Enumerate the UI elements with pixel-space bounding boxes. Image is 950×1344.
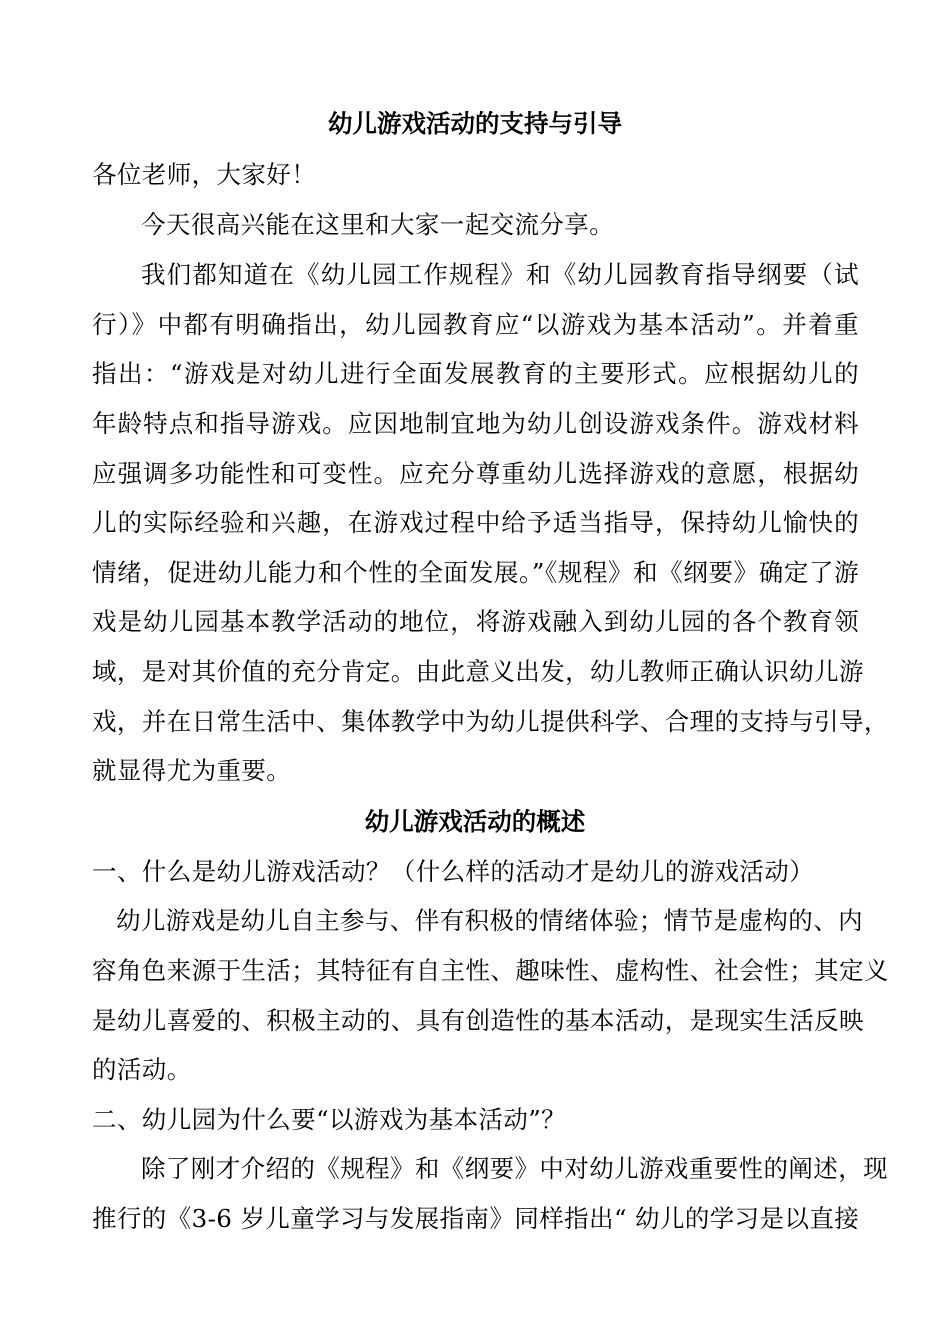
paragraph1-line: 我们都知道在《幼儿园工作规程》和《幼儿园教育指导纲要（试 (141, 260, 859, 289)
section-heading: 幼儿游戏活动的概述 (364, 807, 586, 836)
paragraph1-line: 行）》中都有明确指出，幼儿园教育应“以游戏为基本活动”。并着重 (92, 310, 859, 339)
answer1-line: 是幼儿喜爱的、积极主动的、具有创造性的基本活动，是现实生活反映 (92, 1006, 864, 1035)
question-2: 二、幼儿园为什么要“以游戏为基本活动”？ (92, 1105, 567, 1134)
question-1: 一、什么是幼儿游戏活动？（什么样的活动才是幼儿的游戏活动） (92, 857, 815, 886)
paragraph1-line: 戏是幼儿园基本教学活动的地位，将游戏融入到幼儿园的各个教育领 (92, 607, 859, 636)
paragraph1-line: 应强调多功能性和可变性。应充分尊重幼儿选择游戏的意愿，根据幼 (92, 459, 859, 488)
paragraph1-line: 就显得尤为重要。 (92, 756, 292, 785)
answer2-line: 推行的《3-6 岁儿童学习与发展指南》同样指出“ 幼儿的学习是以直接 (92, 1204, 860, 1233)
answer2-line: 除了刚才介绍的《规程》和《纲要》中对幼儿游戏重要性的阐述，现 (141, 1154, 888, 1183)
answer1-line: 容角色来源于生活；其特征有自主性、趣味性、虚构性、社会性；其定义 (92, 956, 889, 985)
paragraph1-line: 戏，并在日常生活中、集体教学中为幼儿提供科学、合理的支持与引导， (92, 707, 889, 736)
paragraph1-line: 指出：“游戏是对幼儿进行全面发展教育的主要形式。应根据幼儿的 (92, 359, 859, 388)
answer1-line: 幼儿游戏是幼儿自主参与、伴有积极的情绪体验；情节是虚构的、内 (116, 906, 863, 935)
intro-line: 今天很高兴能在这里和大家一起交流分享。 (141, 210, 615, 239)
answer1-line: 的活动。 (92, 1055, 192, 1084)
paragraph1-line: 年龄特点和指导游戏。应因地制宜地为幼儿创设游戏条件。游戏材料 (92, 409, 859, 438)
paragraph1-line: 情绪，促进幼儿能力和个性的全面发展。”《规程》和《纲要》确定了游 (92, 558, 859, 587)
paragraph1-line: 儿的实际经验和兴趣，在游戏过程中给予适当指导，保持幼儿愉快的 (92, 508, 859, 537)
paragraph1-line: 域，是对其价值的充分肯定。由此意义出发，幼儿教师正确认识幼儿游 (92, 657, 864, 686)
document-title: 幼儿游戏活动的支持与引导 (328, 109, 622, 138)
greeting-line: 各位老师，大家好！ (92, 160, 317, 189)
